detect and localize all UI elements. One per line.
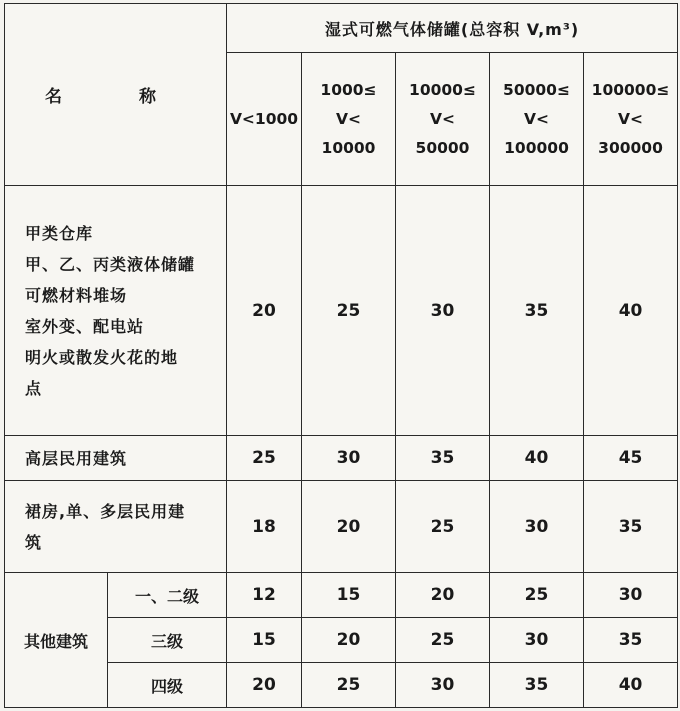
- table-row: [5, 436, 678, 481]
- table-cell: 35: [490, 186, 584, 436]
- table-cell: 25: [302, 186, 396, 436]
- table-row: [5, 186, 678, 436]
- range-header-5: 100000≤ V< 300000: [584, 53, 678, 186]
- table-cell: 35: [584, 618, 678, 663]
- table-cell: 12: [227, 573, 302, 618]
- table-cell: 40: [584, 186, 678, 436]
- row-label: 高层民用建筑: [5, 436, 227, 481]
- table-cell: 30: [396, 663, 490, 708]
- table-cell: 30: [584, 573, 678, 618]
- range-header-4: 50000≤ V< 100000: [490, 53, 584, 186]
- table-row: [5, 481, 678, 573]
- name-column-header: 名 称: [5, 4, 227, 186]
- table-cell: 25: [396, 618, 490, 663]
- table-cell: 30: [490, 481, 584, 573]
- table-cell: 25: [302, 663, 396, 708]
- table-cell: 45: [584, 436, 678, 481]
- table-cell: 30: [302, 436, 396, 481]
- table-cell: 20: [302, 618, 396, 663]
- table-cell: 20: [227, 186, 302, 436]
- spacing-table: [4, 3, 678, 708]
- tank-volume-group-header: 湿式可燃气体储罐(总容积 V,m³): [227, 4, 678, 53]
- table-row: [5, 573, 678, 618]
- table-cell: 15: [302, 573, 396, 618]
- grade-label: 一、二级: [108, 573, 227, 618]
- row-label: 甲类仓库 甲、乙、丙类液体储罐 可燃材料堆场 室外变、配电站 明火或散发火花的地 点: [5, 186, 227, 436]
- table-cell: 25: [490, 573, 584, 618]
- table-cell: 40: [490, 436, 584, 481]
- table-cell: 20: [396, 573, 490, 618]
- table-cell: 20: [302, 481, 396, 573]
- table-cell: 30: [396, 186, 490, 436]
- row-label: 裙房,单、多层民用建 筑: [5, 481, 227, 573]
- table-cell: 35: [584, 481, 678, 573]
- table-cell: 35: [490, 663, 584, 708]
- grade-label: 三级: [108, 618, 227, 663]
- table-cell: 30: [490, 618, 584, 663]
- range-header-1: V<1000: [227, 53, 302, 186]
- table-cell: 18: [227, 481, 302, 573]
- table-cell: 25: [227, 436, 302, 481]
- table-cell: 35: [396, 436, 490, 481]
- table-cell: 25: [396, 481, 490, 573]
- table-cell: 20: [227, 663, 302, 708]
- other-buildings-label: 其他建筑: [5, 573, 108, 708]
- grade-label: 四级: [108, 663, 227, 708]
- range-header-3: 10000≤ V< 50000: [396, 53, 490, 186]
- table-cell: 40: [584, 663, 678, 708]
- range-header-2: 1000≤ V< 10000: [302, 53, 396, 186]
- table-cell: 15: [227, 618, 302, 663]
